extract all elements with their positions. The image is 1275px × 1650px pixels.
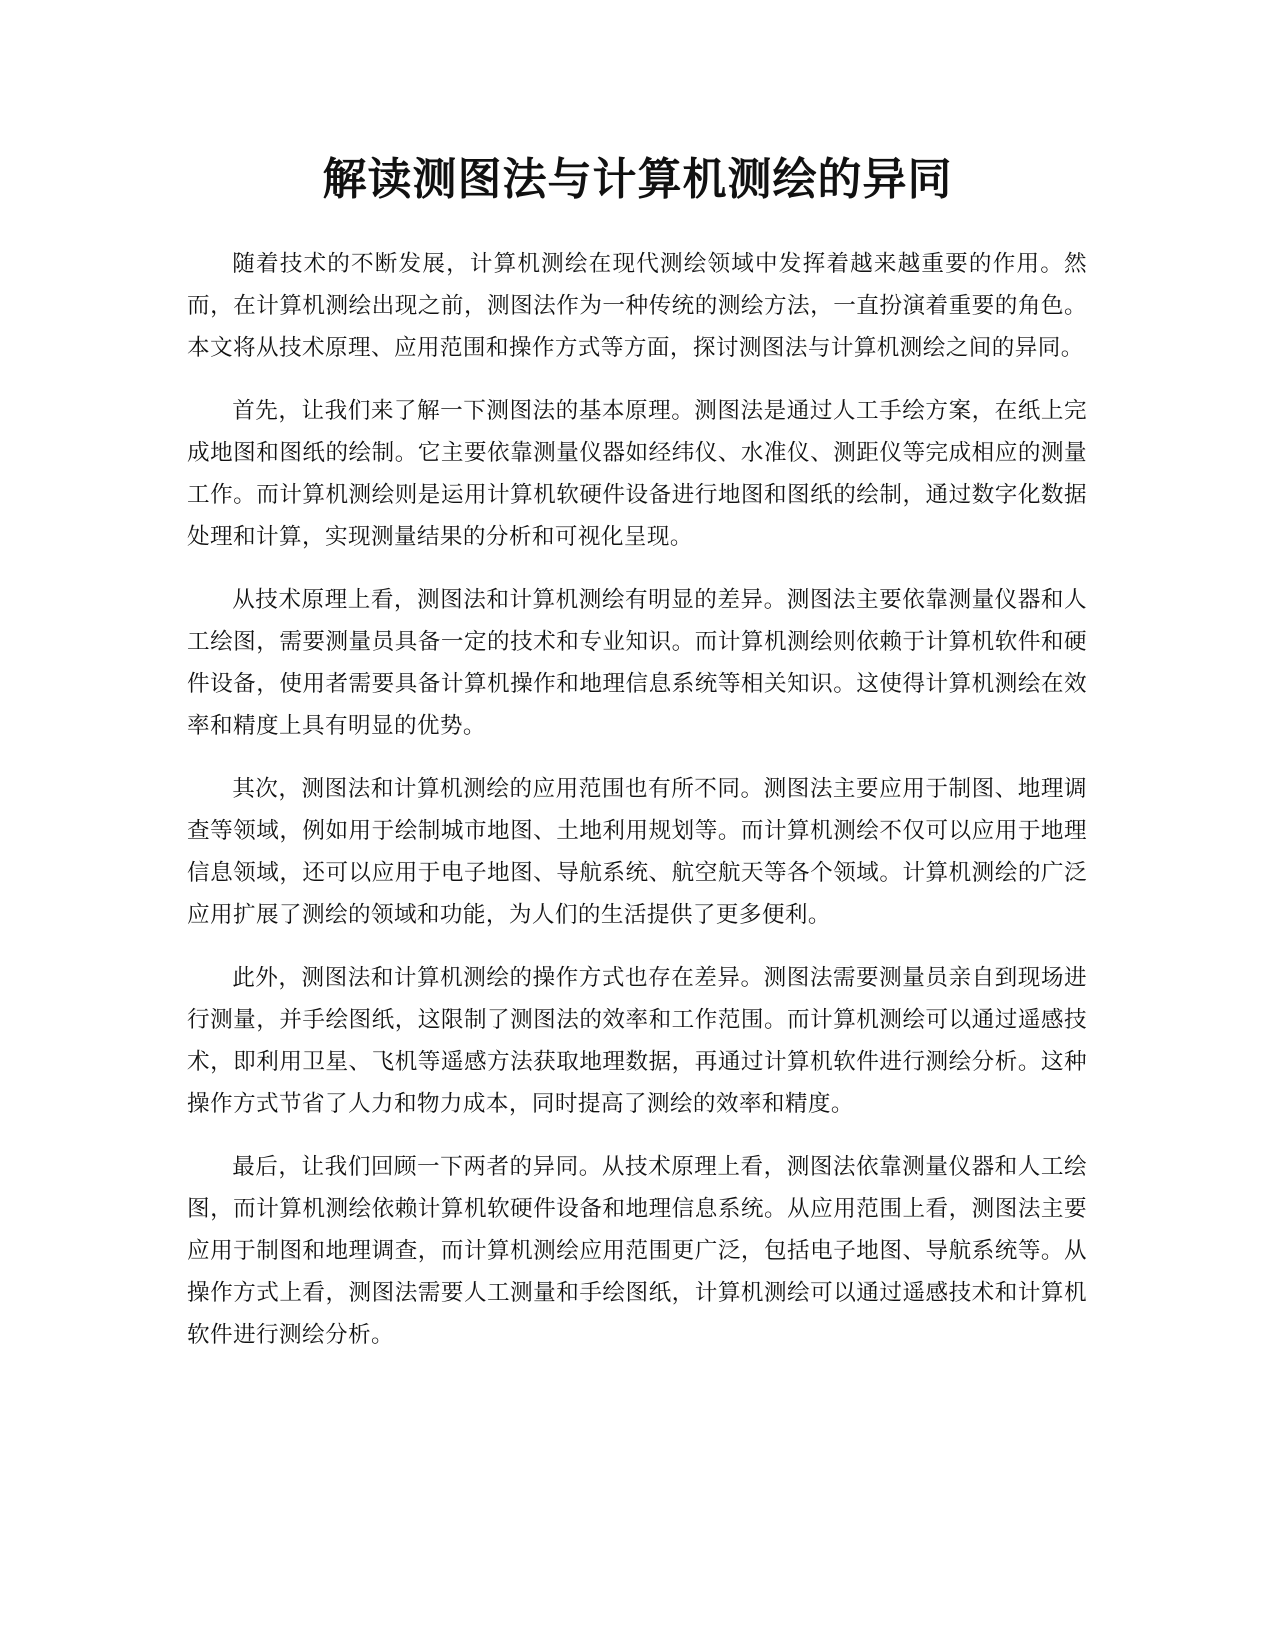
paragraph-technical-differences: 从技术原理上看，测图法和计算机测绘有明显的差异。测图法主要依靠测量仪器和人工绘图，需要测量员具备一定的技术和专业知识。而计算机测绘则依赖于计算机软件和硬件设备，使用者需要具备计算机操作和地理信息系统等相关知识。这使得计算机测绘在效率和精度上具有明显的优势。 <box>187 587 1087 739</box>
paragraph-operation-methods: 此外，测图法和计算机测绘的操作方式也存在差异。测图法需要测量员亲自到现场进行测量，并手绘图纸，这限制了测图法的效率和工作范围。而计算机测绘可以通过遥感技术，即利用卫星、飞机等遥感方法获取地理数据，再通过计算机软件进行测绘分析。这种操作方式节省了人力和物力成本，同时提高了测绘的效率和精度。 <box>187 965 1087 1117</box>
paragraph-summary: 最后，让我们回顾一下两者的异同。从技术原理上看，测图法依靠测量仪器和人工绘图，而计算机测绘依赖计算机软硬件设备和地理信息系统。从应用范围上看，测图法主要应用于制图和地理调查，而计算机测绘应用范围更广泛，包括电子地图、导航系统等。从操作方式上看，测图法需要人工测量和手绘图纸，计算机测绘可以通过遥感技术和计算机软件进行测绘分析。 <box>187 1154 1087 1348</box>
paragraph-intro: 随着技术的不断发展，计算机测绘在现代测绘领域中发挥着越来越重要的作用。然而，在计算机测绘出现之前，测图法作为一种传统的测绘方法，一直扮演着重要的角色。本文将从技术原理、应用范围和操作方式等方面，探讨测图法与计算机测绘之间的异同。 <box>187 251 1087 361</box>
paragraph-principles: 首先，让我们来了解一下测图法的基本原理。测图法是通过人工手绘方案，在纸上完成地图和图纸的绘制。它主要依靠测量仪器如经纬仪、水准仪、测距仪等完成相应的测量工作。而计算机测绘则是运用计算机软硬件设备进行地图和图纸的绘制，通过数字化数据处理和计算，实现测量结果的分析和可视化呈现。 <box>187 398 1087 550</box>
paragraph-application-scope: 其次，测图法和计算机测绘的应用范围也有所不同。测图法主要应用于制图、地理调查等领域，例如用于绘制城市地图、土地利用规划等。而计算机测绘不仅可以应用于地理信息领域，还可以应用于电子地图、导航系统、航空航天等各个领域。计算机测绘的广泛应用扩展了测绘的领域和功能，为人们的生活提供了更多便利。 <box>187 776 1087 928</box>
document-title: 解读测图法与计算机测绘的异同 <box>322 154 953 205</box>
document-body <box>187 243 1087 1377</box>
